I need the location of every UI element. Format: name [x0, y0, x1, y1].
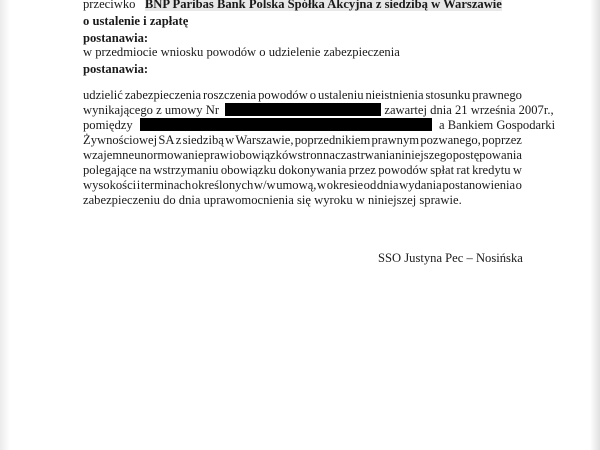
word: powodów	[378, 163, 428, 177]
word: zabezpieczenia	[124, 88, 202, 102]
word: roszczenia	[203, 88, 257, 102]
word: prawnego	[472, 88, 522, 102]
page-edge-shadow-right	[590, 0, 600, 450]
word: czas	[335, 148, 357, 162]
word: wysokości	[83, 178, 137, 192]
word: w	[512, 163, 522, 177]
judge-signature: SSO Justyna Pec – Nosińska	[378, 251, 523, 265]
bank-name-start: a Bankiem Gospodarki	[438, 118, 556, 132]
word: wzajemne	[83, 148, 135, 162]
word: od	[363, 178, 377, 192]
contract-number-label: wynikającego z umowy Nr	[83, 103, 220, 117]
word: nieistnienia	[365, 88, 424, 102]
word: okresie	[326, 178, 364, 192]
word: na	[139, 163, 152, 177]
body-line-5	[83, 148, 522, 163]
defendant-name: BNP Paribas Bank Polska Spółka Akcyjna z siedzibą w Warszawie	[145, 0, 502, 11]
word: i	[136, 178, 141, 192]
defendant-line	[83, 0, 502, 12]
word: Warszawie,	[235, 133, 294, 147]
word: prawnym	[371, 133, 420, 147]
body-line-8: zabezpieczeniu do dnia uprawomocnienia się wyroku w niniejszej sprawie.	[83, 193, 462, 207]
body-line-1	[83, 88, 522, 103]
decision-heading-2: postanawia:	[83, 62, 149, 76]
body-line-2	[83, 103, 554, 118]
word: dnia	[376, 178, 399, 192]
word: polegające	[83, 163, 137, 177]
body-line-6	[83, 163, 522, 178]
word: i	[229, 148, 233, 162]
word: w	[317, 178, 327, 192]
body-line-4	[83, 133, 522, 148]
word: dokonywania	[278, 163, 347, 177]
word: umową,	[276, 178, 317, 192]
word: rat	[456, 163, 470, 177]
redaction-box	[225, 103, 381, 116]
word: o	[309, 88, 317, 102]
body-line-7	[83, 178, 522, 193]
word: przez	[348, 163, 376, 177]
against-label: przeciwko	[83, 0, 136, 11]
case-subject: o ustalenie i zapłatę	[83, 14, 189, 28]
word: o	[515, 178, 522, 192]
word: Żywnościowej	[83, 133, 158, 147]
word: niniejszego	[395, 148, 453, 162]
word: powodów	[258, 88, 308, 102]
page-edge-shadow-left	[0, 0, 10, 450]
word: stron	[297, 148, 323, 162]
word: w	[225, 133, 235, 147]
word: SA	[158, 133, 175, 147]
word: postanowienia	[442, 178, 516, 192]
word: poprzednikiem	[294, 133, 371, 147]
word: spłat	[430, 163, 455, 177]
word: siedzibą	[182, 133, 224, 147]
body-line-3	[83, 118, 555, 133]
word: na	[323, 148, 335, 162]
word: wydania	[399, 178, 442, 192]
word: unormowanie	[134, 148, 204, 162]
word: poprzez	[482, 133, 522, 147]
word: pozwanego,	[420, 133, 481, 147]
redaction-box	[140, 118, 432, 131]
word: z	[175, 133, 182, 147]
word: praw	[203, 148, 229, 162]
word: udzielić	[83, 88, 123, 102]
contract-date: zawartej dnia 21 września 2007r.,	[384, 103, 554, 117]
word: obowiązku	[220, 163, 277, 177]
between-label: pomiędzy	[83, 118, 133, 132]
decision-heading-1: postanawia:	[83, 31, 149, 45]
word: wstrzymaniu	[153, 163, 219, 177]
word: stosunku	[425, 88, 471, 102]
word: postępowania	[452, 148, 522, 162]
word: ustaleniu	[318, 88, 364, 102]
word: obowiązków	[232, 148, 298, 162]
word: kredytu	[472, 163, 511, 177]
word: określonych	[191, 178, 254, 192]
word: trwania	[357, 148, 395, 162]
word: w/w	[253, 178, 276, 192]
decision-1-text: w przedmiocie wniosku powodów o udzielenie zabezpieczenia	[83, 45, 400, 59]
word: terminach	[140, 178, 192, 192]
